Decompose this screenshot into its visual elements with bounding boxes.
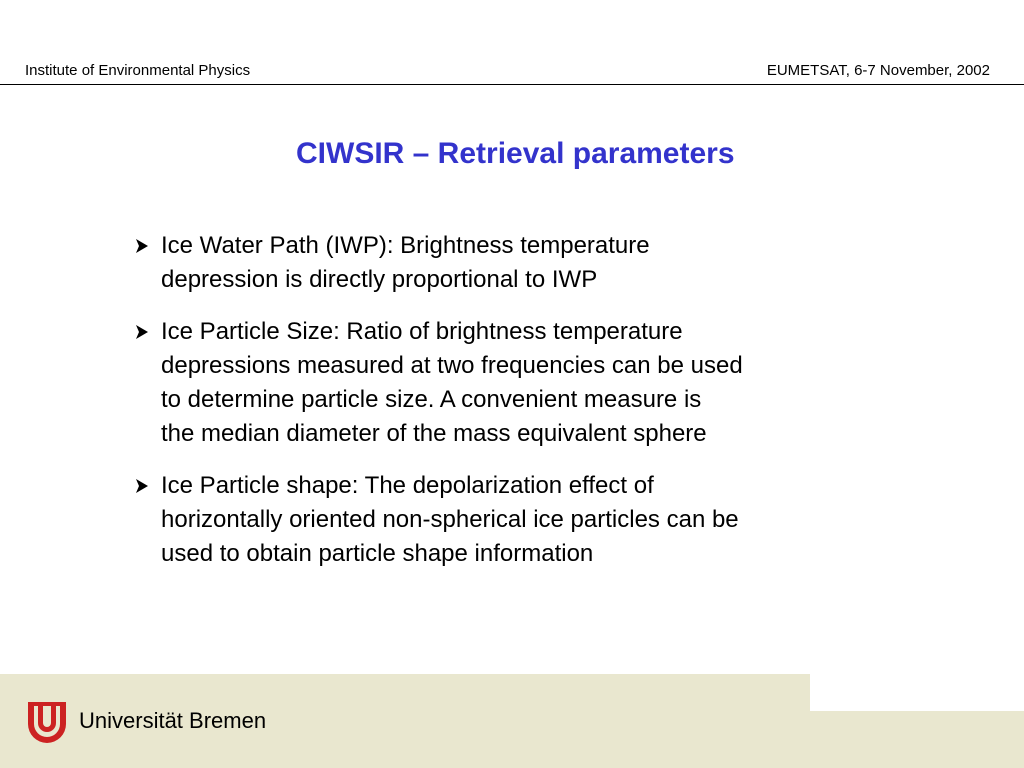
footer-band-extension	[810, 711, 1024, 768]
bullet-line: horizontally oriented non-spherical ice particles can be	[161, 506, 739, 533]
slide-header	[0, 0, 1024, 86]
bullet-line: Ice Water Path (IWP): Brightness temperature	[161, 232, 650, 259]
arrow-bullet-icon	[133, 323, 151, 341]
bullet-item	[133, 315, 873, 451]
bullet-line: to determine particle size. A convenient measure is	[161, 386, 702, 413]
header-institute: Institute of Environmental Physics	[25, 62, 251, 79]
bullet-item	[133, 229, 873, 297]
bullet-line: Ice Particle shape: The depolarization effect of	[161, 472, 654, 499]
bullet-line: used to obtain particle shape information	[161, 540, 594, 567]
header-divider	[0, 84, 1024, 85]
bullet-line: depression is directly proportional to IWP	[161, 266, 598, 293]
bullet-line: Ice Particle Size: Ratio of brightness temperature	[161, 318, 683, 345]
bullet-item	[133, 469, 873, 571]
bullet-line: the median diameter of the mass equivalent sphere	[161, 420, 707, 447]
arrow-bullet-icon	[133, 237, 151, 255]
slide-title: CIWSIR – Retrieval parameters	[296, 137, 735, 170]
arrow-bullet-icon	[133, 477, 151, 495]
university-name: Universität Bremen	[79, 708, 267, 733]
header-event: EUMETSAT, 6-7 November, 2002	[766, 62, 990, 79]
university-bremen-logo-icon	[24, 700, 70, 746]
bullet-list	[133, 229, 873, 589]
bullet-line: depressions measured at two frequencies can be used	[161, 352, 743, 379]
